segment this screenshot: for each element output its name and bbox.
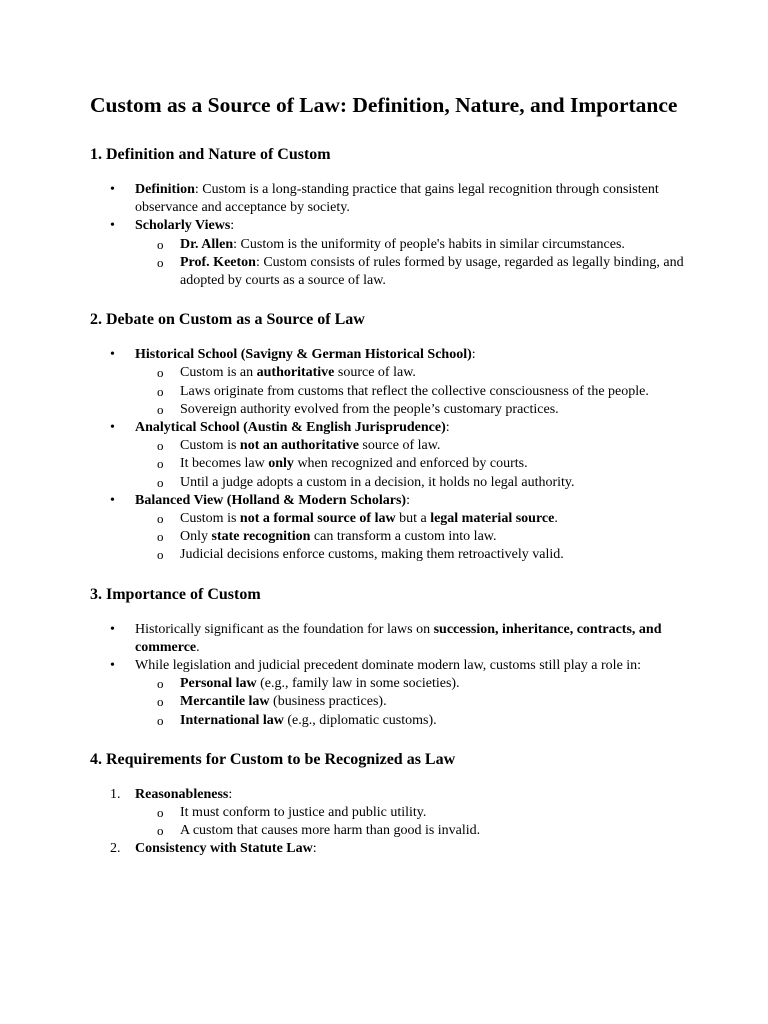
item-text: : [471, 347, 476, 363]
item-text: Only [180, 529, 212, 545]
term: Mercantile law [180, 694, 270, 710]
list-item [90, 492, 690, 565]
sub-bullet-glyph: o [157, 456, 164, 472]
sub-item [135, 675, 690, 693]
sub-list [135, 510, 690, 565]
document-title: Custom as a Source of Law: Definition, Nature, and Importance [90, 93, 678, 117]
bullet-list [90, 621, 690, 730]
sub-item [135, 528, 690, 546]
bullet-glyph: • [110, 658, 115, 674]
term: Personal law [180, 676, 257, 692]
bullet-glyph: • [110, 420, 115, 436]
sub-item [135, 437, 690, 455]
item-text: It becomes law [180, 456, 269, 472]
item-text: : [228, 786, 233, 802]
term: Dr. Allen [180, 236, 234, 252]
term: Historical School (Savigny & German Historical School) [135, 347, 472, 363]
sub-bullet-glyph: o [157, 529, 164, 545]
sub-bullet-glyph: o [157, 236, 164, 252]
sub-list [135, 437, 690, 492]
item-text: Custom is an [180, 365, 257, 381]
item-text: Until a judge adopts a custom in a decision, it holds no legal authority. [180, 474, 575, 490]
list-item [90, 786, 690, 841]
item-text: : Custom is a long-standing practice that gains legal recognition through consistent observance and acceptance by society. [135, 182, 659, 216]
list-item [90, 657, 690, 730]
sub-bullet-glyph: o [157, 365, 164, 381]
section-debate [90, 310, 690, 564]
sub-item [135, 383, 690, 401]
emphasis: not an authoritative [239, 438, 359, 454]
emphasis: authoritative [256, 365, 335, 381]
sub-bullet-glyph: o [157, 676, 164, 692]
sub-item [135, 474, 690, 492]
item-text: Custom is [180, 511, 240, 527]
sub-bullet-glyph: o [157, 254, 164, 270]
item-text: A custom that causes more harm than good is invalid. [180, 823, 481, 839]
sub-item [135, 254, 690, 290]
sub-bullet-glyph: o [157, 383, 164, 399]
bullet-glyph: • [110, 347, 115, 363]
item-text: source of law. [358, 438, 441, 454]
item-text: Custom is [180, 438, 240, 454]
emphasis: succession, inheritance, contracts, and commerce [135, 621, 662, 655]
bullet-list [90, 346, 690, 564]
item-text: can transform a custom into law. [310, 529, 497, 545]
bullet-glyph: • [110, 218, 115, 234]
item-text: (e.g., family law in some societies). [256, 676, 460, 692]
list-item [90, 181, 690, 217]
sub-bullet-glyph: o [157, 401, 164, 417]
list-item [90, 346, 690, 419]
emphasis: not a formal source of law [239, 511, 396, 527]
item-text: Sovereign authority evolved from the people’s customary practices. [180, 401, 559, 417]
section-importance [90, 585, 690, 730]
sub-item [135, 804, 690, 822]
emphasis: only [268, 456, 294, 472]
item-text: . [554, 511, 558, 527]
sub-bullet-glyph: o [157, 438, 164, 454]
sub-item [135, 364, 690, 382]
list-item [90, 419, 690, 492]
sub-bullet-glyph: o [157, 712, 164, 728]
item-text: Historically significant as the foundation for laws on [135, 621, 434, 637]
section-heading: 1. Definition and Nature of Custom [90, 146, 331, 163]
sub-list [135, 364, 690, 419]
section-definition [90, 145, 690, 290]
sub-list [135, 236, 690, 291]
emphasis: state recognition [211, 529, 311, 545]
term: International law [180, 712, 284, 728]
list-number: 2. [110, 841, 121, 857]
term: Prof. Keeton [180, 254, 256, 270]
sub-list [135, 804, 690, 840]
document-page [90, 92, 690, 879]
item-text: Laws originate from customs that reflect the collective consciousness of the people. [180, 383, 649, 399]
sub-bullet-glyph: o [157, 823, 164, 839]
term: Scholarly Views [135, 218, 231, 234]
item-text: : Custom is the uniformity of people's habits in similar circumstances. [233, 236, 625, 252]
bullet-glyph: • [110, 492, 115, 508]
list-item [90, 840, 690, 858]
item-text: source of law. [334, 365, 416, 381]
item-text: . [196, 639, 200, 655]
sub-item [135, 236, 690, 254]
item-text: (business practices). [269, 694, 387, 710]
sub-item [135, 455, 690, 473]
emphasis: legal material source [430, 511, 555, 527]
item-text: Judicial decisions enforce customs, making them retroactively valid. [180, 547, 564, 563]
bullet-glyph: • [110, 182, 115, 197]
section-heading: 2. Debate on Custom as a Source of Law [90, 311, 365, 329]
term: Balanced View (Holland & Modern Scholars) [135, 492, 407, 508]
list-number: 1. [110, 786, 121, 802]
numbered-list [90, 786, 690, 859]
item-text: : Custom consists of rules formed by usage, regarded as legally binding, and adopted by courts as a source of law. [180, 254, 684, 289]
sub-item [135, 822, 690, 840]
sub-item [135, 401, 690, 419]
sub-item [135, 510, 690, 528]
item-text: : [312, 841, 317, 857]
item-text: : [445, 420, 450, 436]
item-text: It must conform to justice and public utility. [180, 805, 427, 821]
section-requirements [90, 750, 690, 859]
list-item [90, 621, 690, 657]
sub-list [135, 675, 690, 730]
item-text: (e.g., diplomatic customs). [283, 712, 437, 728]
item-text: but a [395, 511, 431, 527]
sub-bullet-glyph: o [157, 474, 164, 490]
sub-item [135, 546, 690, 564]
term: Reasonableness [135, 786, 229, 802]
item-text: : [230, 218, 235, 234]
sub-item [135, 712, 690, 730]
term: Definition [135, 182, 195, 197]
term: Analytical School (Austin & English Jurisprudence) [135, 420, 446, 436]
item-text: While legislation and judicial precedent dominate modern law, customs still play a role in: [135, 658, 642, 674]
item-text: : [406, 492, 410, 508]
sub-bullet-glyph: o [157, 694, 164, 710]
list-item [90, 217, 690, 290]
sub-bullet-glyph: o [157, 805, 164, 821]
bullet-list [90, 181, 690, 290]
section-heading: 4. Requirements for Custom to be Recognized as Law [90, 750, 456, 768]
sub-bullet-glyph: o [157, 547, 164, 563]
bullet-glyph: • [110, 621, 115, 637]
section-heading: 3. Importance of Custom [90, 585, 261, 603]
sub-item [135, 693, 690, 711]
sub-bullet-glyph: o [157, 511, 164, 527]
term: Consistency with Statute Law [135, 841, 313, 857]
item-text: when recognized and enforced by courts. [293, 456, 528, 472]
